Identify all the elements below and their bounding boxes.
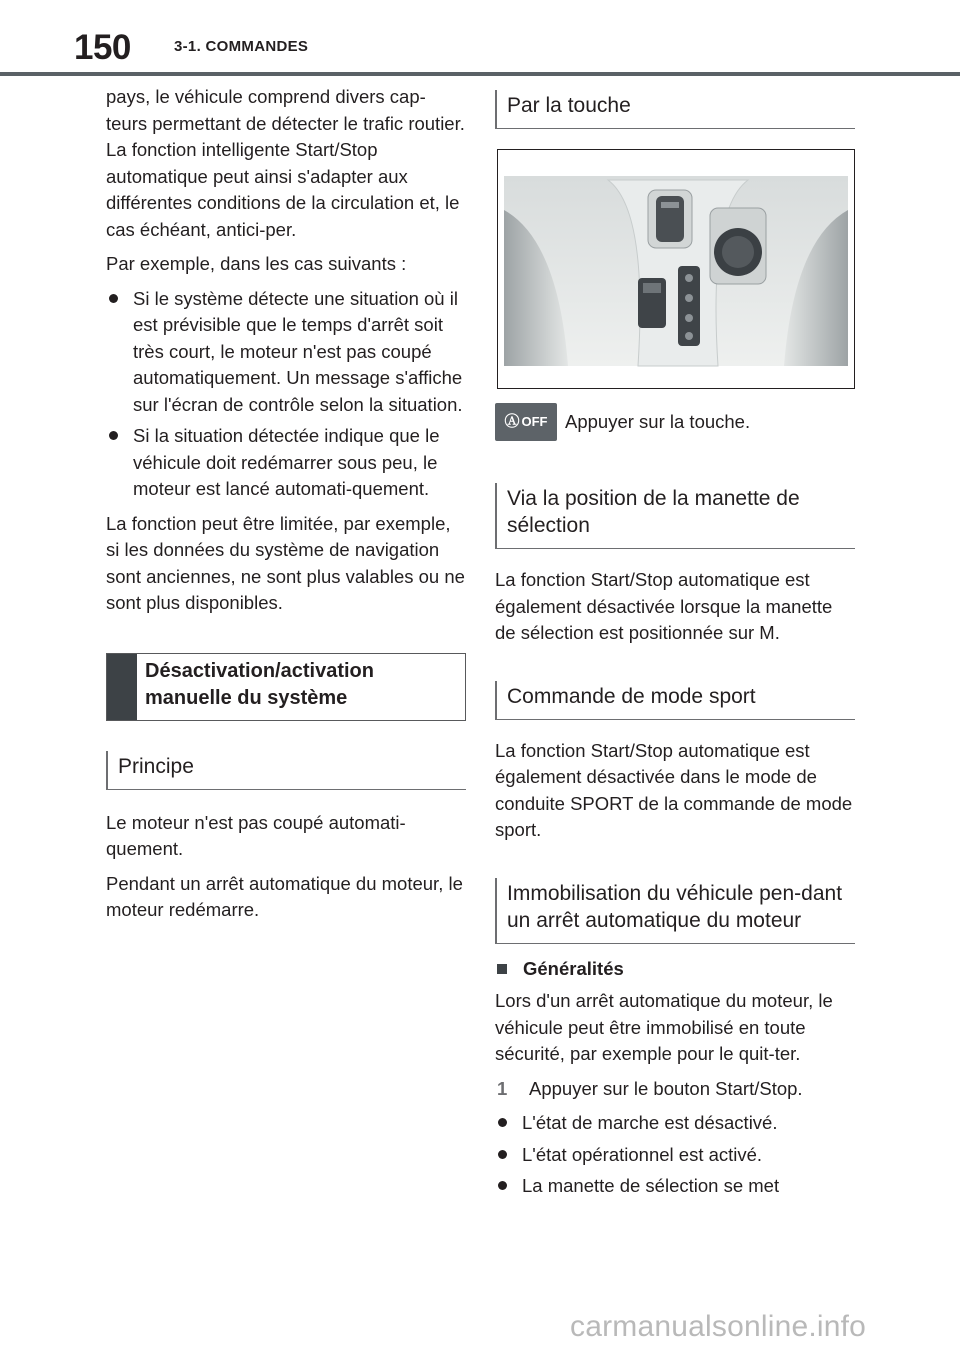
key-instruction-row: [495, 403, 855, 441]
list-item: La manette de sélection se met: [495, 1173, 855, 1200]
touche-heading: Par la touche: [495, 90, 855, 129]
generalites-label: Généralités: [523, 957, 624, 979]
auto-icon: Ⓐ: [504, 412, 520, 430]
list-item: Si le système détecte une situation où il est prévisible que le temps d'arrêt soit très court, le moteur n'est pas coupé automatiquement. Un message s'affiche sur l'écran de contrôle selon la situation.: [106, 286, 466, 419]
generalites-paragraph: Lors d'un arrêt automatique du moteur, le véhicule peut être immobilisé en toute sécurité, par exemple pour le quit-ter.: [495, 990, 833, 1064]
principe-paragraph-1: Le moteur n'est pas coupé automati-quement.: [106, 811, 406, 859]
watermark: carmanualsonline.info: [570, 1310, 867, 1343]
square-marker-icon: [497, 964, 507, 974]
example-intro: Par exemple, dans les cas suivants :: [106, 253, 407, 274]
manette-paragraph: La fonction Start/Stop automatique est également désactivée lorsque la manette de sélection est positionnée sur M.: [495, 569, 833, 643]
limit-paragraph: La fonction peut être limitée, par exemple, si les données du système de navigation sont anciennes, ne sont plus valables ou ne sont plus disponibles.: [106, 512, 465, 613]
manette-heading: Via la position de la manette de sélection: [495, 483, 855, 549]
key-instruction-text: Appuyer sur la touche.: [565, 410, 751, 432]
principe-paragraph-2: Pendant un arrêt automatique du moteur, le moteur redémarre.: [106, 872, 463, 920]
key-label: OFF: [521, 413, 548, 429]
list-item: L'état de marche est désactivé.: [495, 1110, 855, 1137]
section-title: Désactivation/activation manuelle du système: [145, 659, 374, 709]
right-column: [495, 84, 855, 1208]
left-column: [106, 84, 466, 932]
auto-start-stop-off-button-icon: [495, 403, 557, 441]
page-number: 150: [74, 28, 131, 67]
page-header: [0, 0, 960, 76]
immobilisation-heading: Immobilisation du véhicule pen-dant un arrêt automatique du moteur: [495, 878, 855, 944]
console-photo: [497, 149, 855, 389]
list-item: L'état opérationnel est activé.: [495, 1142, 855, 1169]
generalites-heading: [495, 956, 855, 983]
result-list: [495, 1110, 855, 1200]
situation-list: [106, 286, 466, 503]
section-bar: [107, 654, 137, 720]
header-rule: [0, 72, 960, 76]
sport-paragraph: La fonction Start/Stop automatique est également désactivée dans le mode de conduite SPORT de la commande de mode sport.: [495, 739, 853, 840]
center-console-illustration: [498, 150, 854, 388]
section-heading-box: [106, 653, 466, 721]
list-item: Si la situation détectée indique que le véhicule doit redémarrer sous peu, le moteur est lancé automati-quement.: [106, 423, 466, 503]
intro-paragraph: pays, le véhicule comprend divers cap-teurs permettant de détecter le trafic routier. La fonction intelligente Start/Stop automatique peut ainsi s'adapter aux différentes conditions de la circulation et, le cas échéant, antici-per.: [106, 86, 465, 240]
step-row: [495, 1076, 855, 1103]
principe-heading: Principe: [106, 751, 466, 790]
step-text: Appuyer sur le bouton Start/Stop.: [529, 1077, 803, 1099]
chapter-title: 3-1. COMMANDES: [174, 38, 309, 55]
sport-heading: Commande de mode sport: [495, 681, 855, 720]
step-number: 1: [497, 1077, 508, 1099]
